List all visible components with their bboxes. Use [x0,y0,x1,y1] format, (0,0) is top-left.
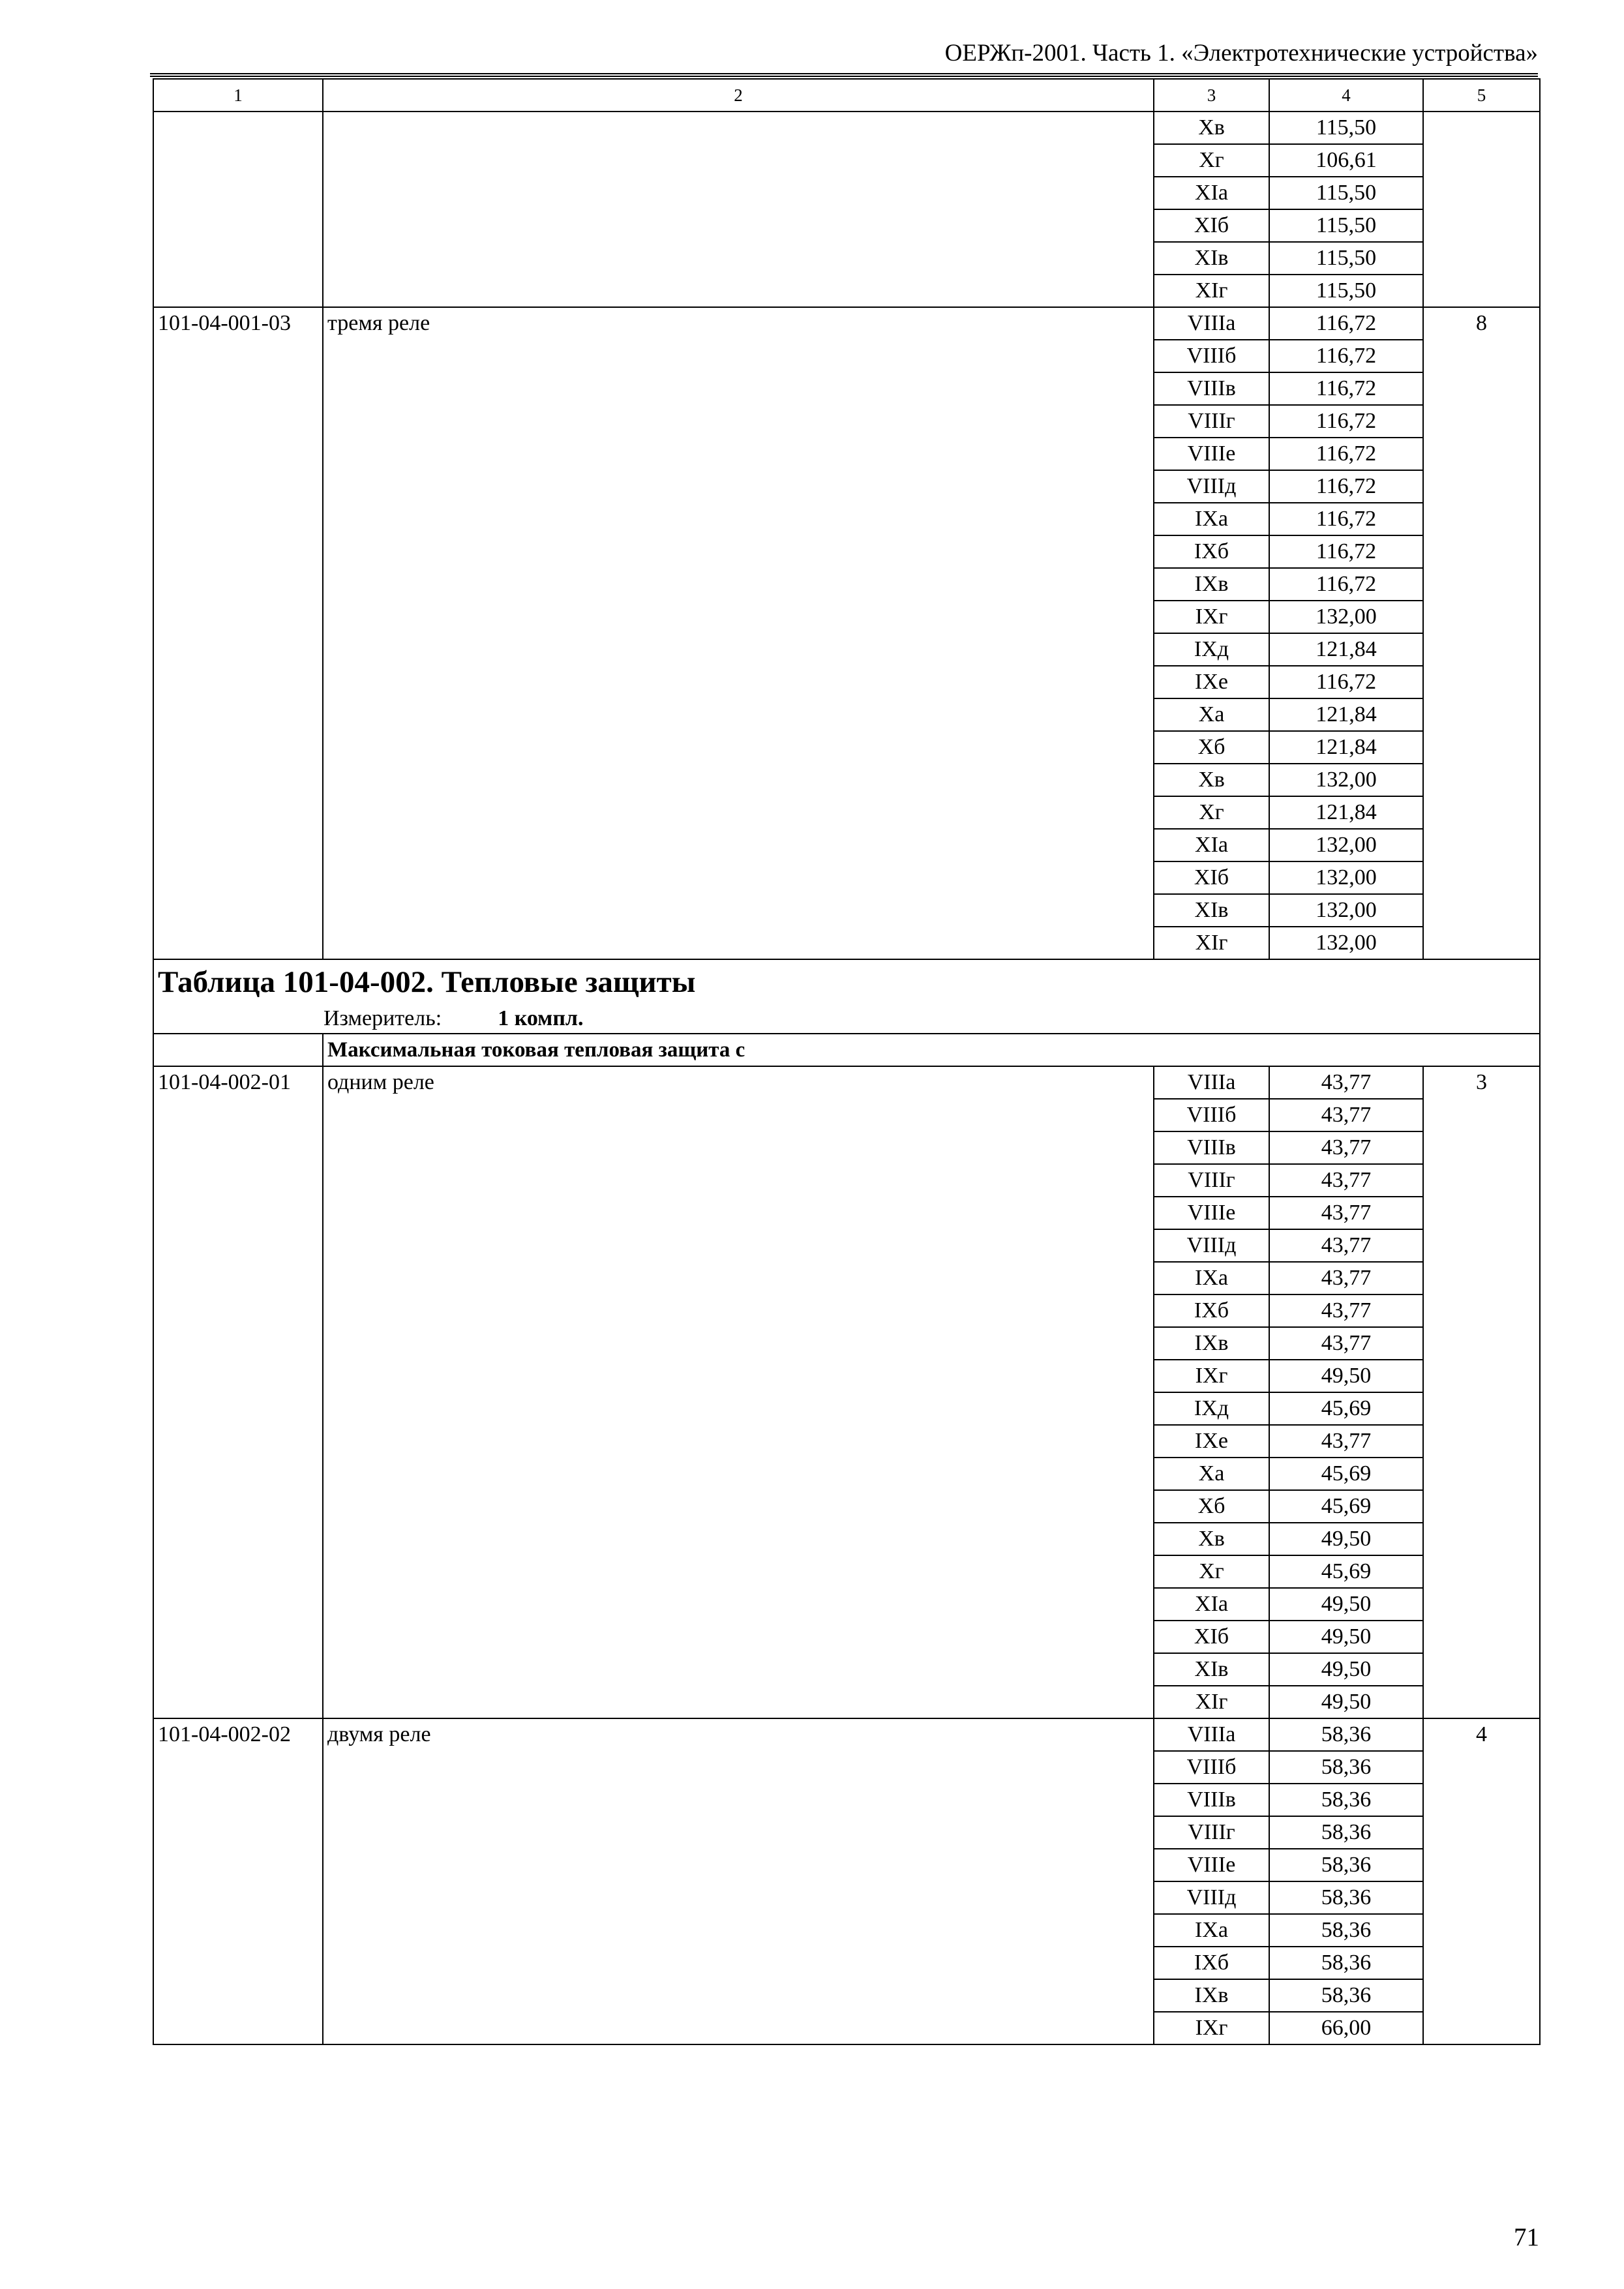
value-cell: 43,77 [1269,1425,1423,1458]
value-cell: 116,72 [1269,340,1423,372]
table-row [153,1066,1540,1099]
value-cell: 58,36 [1269,1718,1423,1751]
value-cell: 116,72 [1269,438,1423,470]
category-cell: Хв [1154,1523,1269,1555]
column-number: 5 [1423,79,1540,112]
category-cell: VIIIе [1154,1849,1269,1881]
value-cell: 45,69 [1269,1458,1423,1490]
category-cell: Хг [1154,144,1269,177]
value-cell: 132,00 [1269,601,1423,633]
category-cell: IХг [1154,2012,1269,2044]
value-cell: 121,84 [1269,633,1423,666]
value-cell: 132,00 [1269,894,1423,927]
item-code: 101-04-002-01 [153,1066,323,1718]
value-cell: 58,36 [1269,1816,1423,1849]
value-cell: 43,77 [1269,1197,1423,1229]
norms-table-body [153,79,1540,2044]
category-cell: Хг [1154,1555,1269,1588]
category-cell: XIб [1154,209,1269,242]
quantity-cell: 3 [1423,1066,1540,1718]
category-cell: VIIIе [1154,438,1269,470]
value-cell: 132,00 [1269,764,1423,796]
category-cell: VIIIв [1154,1784,1269,1816]
category-cell: XIa [1154,829,1269,861]
value-cell: 116,72 [1269,666,1423,698]
category-cell: VIIIг [1154,1164,1269,1197]
meter-value: 1 компл. [498,1006,584,1030]
category-cell: VIIIг [1154,405,1269,438]
category-cell: IХд [1154,1392,1269,1425]
value-cell: 49,50 [1269,1360,1423,1392]
value-cell: 115,50 [1269,275,1423,307]
category-cell: VIIIб [1154,1099,1269,1131]
item-code: 101-04-002-02 [153,1718,323,2044]
category-cell: VIIIд [1154,470,1269,503]
value-cell: 49,50 [1269,1653,1423,1686]
item-name: двумя реле [323,1718,1154,2044]
category-cell: VIIIд [1154,1229,1269,1262]
value-cell: 43,77 [1269,1294,1423,1327]
category-cell: IХа [1154,1262,1269,1294]
value-cell: 58,36 [1269,1751,1423,1784]
category-cell: IХб [1154,535,1269,568]
value-cell: 132,00 [1269,927,1423,959]
value-cell: 121,84 [1269,796,1423,829]
quantity-cell [1423,112,1540,307]
value-cell: 58,36 [1269,1914,1423,1947]
category-cell: IХв [1154,1327,1269,1360]
category-cell: IХб [1154,1947,1269,1979]
category-cell: IХе [1154,1425,1269,1458]
item-code [153,112,323,307]
group-code [153,1034,323,1066]
item-name [323,112,1154,307]
value-cell: 115,50 [1269,242,1423,275]
category-cell: Хб [1154,1490,1269,1523]
category-cell: VIIIа [1154,1066,1269,1099]
table-title-row [153,959,1540,1034]
value-cell: 115,50 [1269,112,1423,144]
value-cell: 45,69 [1269,1555,1423,1588]
value-cell: 116,72 [1269,372,1423,405]
value-cell: 43,77 [1269,1262,1423,1294]
value-cell: 115,50 [1269,177,1423,209]
value-cell: 58,36 [1269,1849,1423,1881]
category-cell: Хб [1154,731,1269,764]
value-cell: 121,84 [1269,731,1423,764]
value-cell: 43,77 [1269,1229,1423,1262]
value-cell: 43,77 [1269,1164,1423,1197]
value-cell: 132,00 [1269,829,1423,861]
table-title-cell [153,959,1540,1034]
value-cell: 116,72 [1269,470,1423,503]
value-cell: 115,50 [1269,209,1423,242]
value-cell: 49,50 [1269,1523,1423,1555]
table-title: Таблица 101-04-002. Тепловые защиты [158,965,696,999]
group-title: Максимальная токовая тепловая защита с [323,1034,1540,1066]
category-cell: IХе [1154,666,1269,698]
value-cell: 132,00 [1269,861,1423,894]
value-cell: 49,50 [1269,1588,1423,1621]
category-cell: VIIIб [1154,340,1269,372]
value-cell: 106,61 [1269,144,1423,177]
category-cell: XIб [1154,1621,1269,1653]
meter-label: Измеритель: [323,1006,442,1030]
group-title-row [153,1034,1540,1066]
running-header: ОЕРЖп-2001. Часть 1. «Электротехнические устройства» [944,40,1538,67]
table-row [153,307,1540,340]
value-cell: 116,72 [1269,535,1423,568]
value-cell: 43,77 [1269,1066,1423,1099]
category-cell: IХв [1154,568,1269,601]
meter-line [158,1004,1535,1033]
value-cell: 116,72 [1269,568,1423,601]
category-cell: IХв [1154,1979,1269,2012]
value-cell: 121,84 [1269,698,1423,731]
category-cell: Хг [1154,796,1269,829]
category-cell: VIIIв [1154,1131,1269,1164]
column-number: 2 [323,79,1154,112]
category-cell: XIг [1154,927,1269,959]
value-cell: 116,72 [1269,405,1423,438]
value-cell: 43,77 [1269,1327,1423,1360]
norms-table [153,78,1541,2045]
category-cell: XIг [1154,1686,1269,1718]
category-cell: IХг [1154,601,1269,633]
value-cell: 49,50 [1269,1686,1423,1718]
category-cell: VIIIв [1154,372,1269,405]
table-row [153,1718,1540,1751]
category-cell: Ха [1154,1458,1269,1490]
category-cell: IХа [1154,1914,1269,1947]
category-cell: VIIIб [1154,1751,1269,1784]
table-row [153,112,1540,144]
category-cell: Хв [1154,112,1269,144]
item-code: 101-04-001-03 [153,307,323,959]
value-cell: 58,36 [1269,1979,1423,2012]
quantity-cell: 8 [1423,307,1540,959]
value-cell: 58,36 [1269,1881,1423,1914]
item-name: одним реле [323,1066,1154,1718]
value-cell: 58,36 [1269,1784,1423,1816]
column-number: 4 [1269,79,1423,112]
page-number: 71 [1514,2223,1539,2251]
category-cell: VIIIе [1154,1197,1269,1229]
value-cell: 58,36 [1269,1947,1423,1979]
value-cell: 45,69 [1269,1392,1423,1425]
value-cell: 116,72 [1269,503,1423,535]
value-cell: 116,72 [1269,307,1423,340]
category-cell: XIв [1154,1653,1269,1686]
category-cell: VIIIг [1154,1816,1269,1849]
category-cell: IХд [1154,633,1269,666]
column-number-row [153,79,1540,112]
quantity-cell: 4 [1423,1718,1540,2044]
column-number: 1 [153,79,323,112]
column-number: 3 [1154,79,1269,112]
header-rule [150,73,1538,77]
category-cell: IХг [1154,1360,1269,1392]
category-cell: VIIIа [1154,1718,1269,1751]
category-cell: XIв [1154,894,1269,927]
value-cell: 43,77 [1269,1131,1423,1164]
category-cell: VIIIа [1154,307,1269,340]
value-cell: 43,77 [1269,1099,1423,1131]
category-cell: XIa [1154,177,1269,209]
category-cell: XIв [1154,242,1269,275]
value-cell: 49,50 [1269,1621,1423,1653]
category-cell: IХб [1154,1294,1269,1327]
category-cell: XIб [1154,861,1269,894]
value-cell: 66,00 [1269,2012,1423,2044]
category-cell: XIг [1154,275,1269,307]
category-cell: VIIIд [1154,1881,1269,1914]
category-cell: IХа [1154,503,1269,535]
category-cell: Ха [1154,698,1269,731]
category-cell: Хв [1154,764,1269,796]
item-name: тремя реле [323,307,1154,959]
value-cell: 45,69 [1269,1490,1423,1523]
category-cell: XIa [1154,1588,1269,1621]
